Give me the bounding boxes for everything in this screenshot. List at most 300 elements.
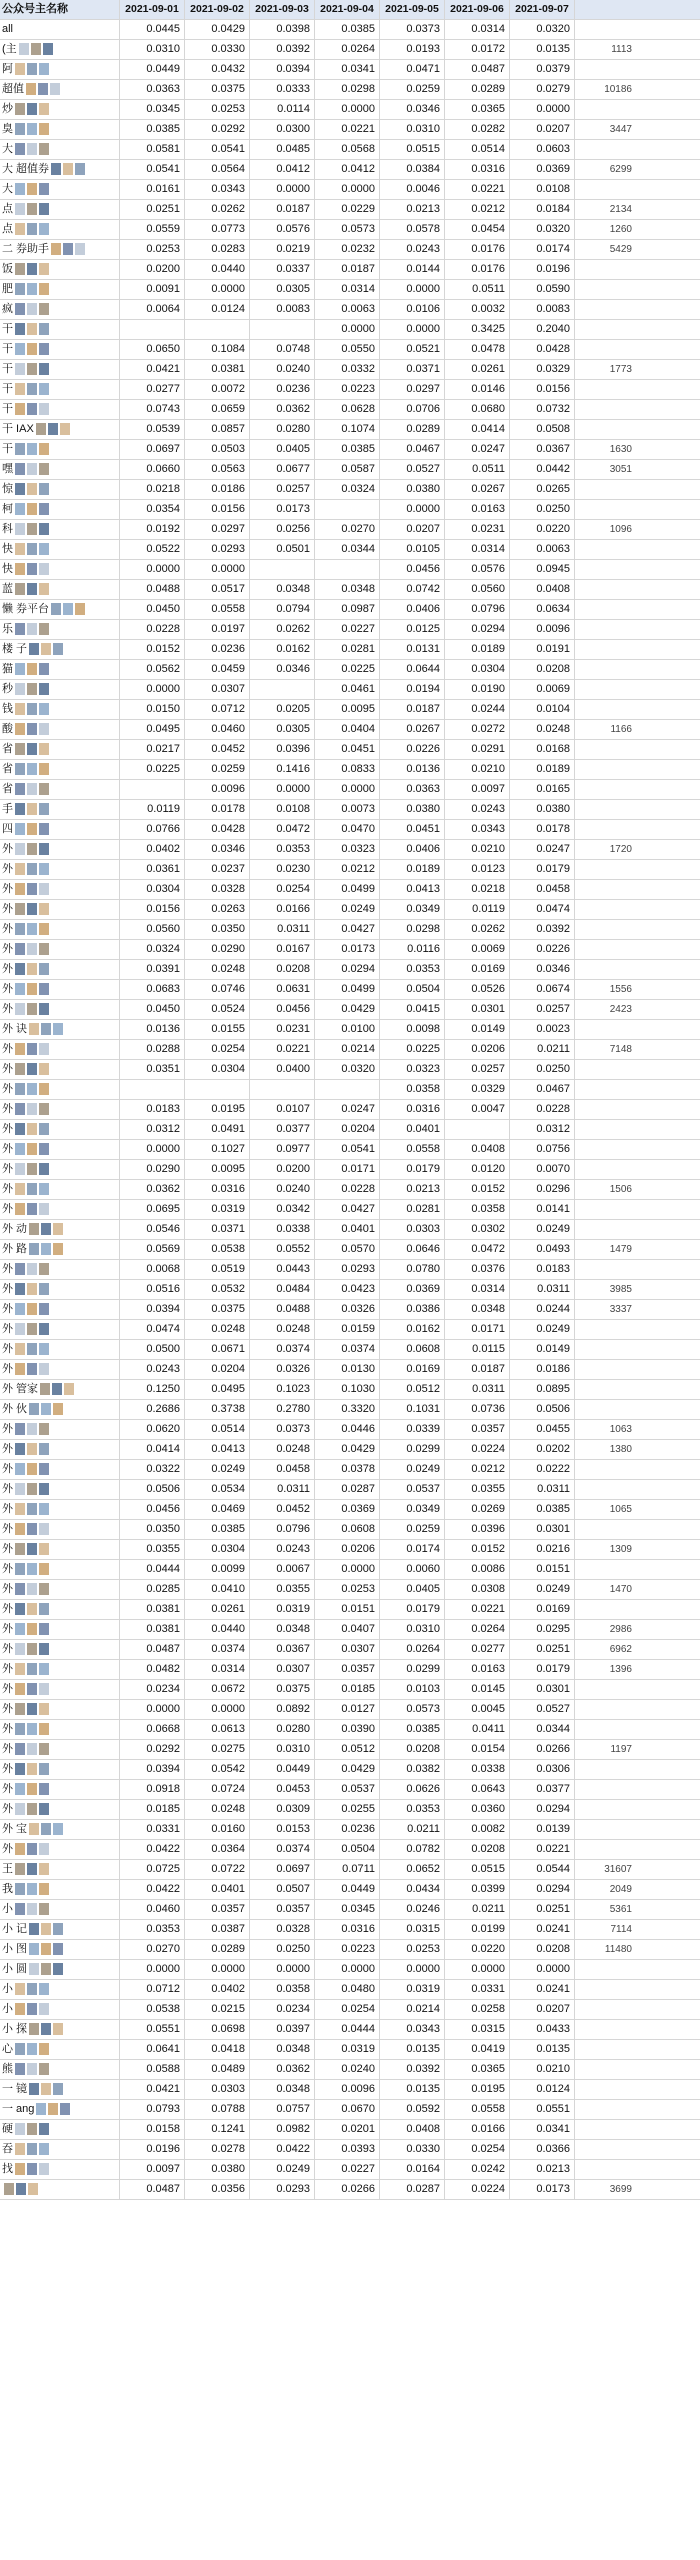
- value-cell[interactable]: 0.0305: [250, 720, 315, 739]
- value-cell[interactable]: 0.0289: [380, 420, 445, 439]
- value-cell[interactable]: 0.0387: [185, 1920, 250, 1939]
- account-name-cell[interactable]: [0, 380, 120, 399]
- value-cell[interactable]: 0.0190: [445, 680, 510, 699]
- value-cell[interactable]: 0.0179: [510, 1660, 575, 1679]
- value-cell[interactable]: 0.0167: [250, 940, 315, 959]
- value-cell[interactable]: 0.0434: [380, 1880, 445, 1899]
- value-cell[interactable]: 0.0568: [315, 140, 380, 159]
- extra-cell[interactable]: 1556: [609, 984, 632, 995]
- value-cell[interactable]: 0.0086: [445, 1560, 510, 1579]
- value-cell[interactable]: 0.0495: [185, 1380, 250, 1399]
- account-name-cell[interactable]: [0, 1360, 120, 1379]
- extra-cell[interactable]: [575, 340, 635, 359]
- value-cell[interactable]: 0.0311: [250, 1480, 315, 1499]
- value-cell[interactable]: 0.0000: [445, 1960, 510, 1979]
- account-name-cell[interactable]: [0, 1140, 120, 1159]
- value-cell[interactable]: 0.0253: [120, 240, 185, 259]
- value-cell[interactable]: 0.0000: [380, 1960, 445, 1979]
- account-name-cell[interactable]: [0, 920, 120, 939]
- value-cell[interactable]: 0.0185: [315, 1680, 380, 1699]
- value-cell[interactable]: 0.0199: [445, 1920, 510, 1939]
- value-cell[interactable]: 0.0254: [315, 2000, 380, 2019]
- value-cell[interactable]: 0.0524: [185, 1000, 250, 1019]
- account-name-cell[interactable]: [0, 1020, 120, 1039]
- value-cell[interactable]: 0.0000: [315, 780, 380, 799]
- value-cell[interactable]: 0.0310: [380, 120, 445, 139]
- value-cell[interactable]: 0.0538: [120, 2000, 185, 2019]
- value-cell[interactable]: 0.0311: [510, 1280, 575, 1299]
- value-cell[interactable]: 0.0224: [445, 2180, 510, 2199]
- value-cell[interactable]: 0.0291: [445, 740, 510, 759]
- value-cell[interactable]: 0.0212: [445, 200, 510, 219]
- value-cell[interactable]: 0.0266: [315, 2180, 380, 2199]
- value-cell[interactable]: 0.0223: [315, 380, 380, 399]
- value-cell[interactable]: 0.0195: [445, 2080, 510, 2099]
- value-cell[interactable]: 0.0316: [315, 1920, 380, 1939]
- extra-cell[interactable]: 3699: [609, 2184, 632, 2195]
- value-cell[interactable]: 0.0587: [315, 460, 380, 479]
- value-cell[interactable]: 0.0560: [445, 580, 510, 599]
- value-cell[interactable]: 0.0144: [380, 260, 445, 279]
- extra-cell[interactable]: 1630: [609, 444, 632, 455]
- value-cell[interactable]: 0.0293: [185, 540, 250, 559]
- value-cell[interactable]: 0.0124: [510, 2080, 575, 2099]
- value-cell[interactable]: 0.0511: [445, 280, 510, 299]
- value-cell[interactable]: 0.0172: [445, 40, 510, 59]
- value-cell[interactable]: 0.0210: [510, 2060, 575, 2079]
- value-cell[interactable]: 0.0414: [445, 420, 510, 439]
- value-cell[interactable]: 0.0422: [120, 1840, 185, 1859]
- value-cell[interactable]: [315, 1080, 380, 1099]
- value-cell[interactable]: 0.0251: [510, 1900, 575, 1919]
- account-name-cell[interactable]: [0, 2000, 120, 2019]
- value-cell[interactable]: 0.0455: [510, 1420, 575, 1439]
- value-cell[interactable]: 0.0254: [185, 1040, 250, 1059]
- value-cell[interactable]: 0.0082: [445, 1820, 510, 1839]
- extra-cell[interactable]: [575, 280, 635, 299]
- value-cell[interactable]: 0.0357: [445, 1420, 510, 1439]
- value-cell[interactable]: 0.0208: [510, 1940, 575, 1959]
- value-cell[interactable]: 0.0289: [445, 80, 510, 99]
- account-name-cell[interactable]: [0, 1040, 120, 1059]
- extra-cell[interactable]: [575, 1460, 635, 1479]
- extra-cell[interactable]: [575, 1960, 635, 1979]
- value-cell[interactable]: 0.0131: [380, 640, 445, 659]
- extra-cell[interactable]: 11480: [604, 1944, 632, 1955]
- value-cell[interactable]: 0.0537: [315, 1780, 380, 1799]
- value-cell[interactable]: 0.0202: [510, 1440, 575, 1459]
- value-cell[interactable]: 0.0482: [120, 1660, 185, 1679]
- value-cell[interactable]: 0.0422: [250, 2140, 315, 2159]
- value-cell[interactable]: 0.0261: [185, 1600, 250, 1619]
- extra-cell[interactable]: [575, 320, 635, 339]
- account-name-cell[interactable]: [0, 1740, 120, 1759]
- value-cell[interactable]: 0.0152: [120, 640, 185, 659]
- value-cell[interactable]: 0.0304: [445, 660, 510, 679]
- value-cell[interactable]: 0.0401: [315, 1220, 380, 1239]
- value-cell[interactable]: 0.0264: [380, 1640, 445, 1659]
- extra-cell[interactable]: 1380: [609, 1444, 632, 1455]
- value-cell[interactable]: 0.0207: [510, 2000, 575, 2019]
- value-cell[interactable]: 0.0613: [185, 1720, 250, 1739]
- value-cell[interactable]: 0.0796: [445, 600, 510, 619]
- extra-cell[interactable]: 1113: [611, 44, 632, 55]
- value-cell[interactable]: 0.0527: [510, 1700, 575, 1719]
- value-cell[interactable]: 0.0674: [510, 980, 575, 999]
- value-cell[interactable]: 0.0178: [510, 820, 575, 839]
- value-cell[interactable]: 0.0558: [380, 1140, 445, 1159]
- value-cell[interactable]: 0.0166: [445, 2120, 510, 2139]
- value-cell[interactable]: 0.0304: [185, 1060, 250, 1079]
- value-cell[interactable]: 0.0449: [120, 60, 185, 79]
- extra-cell[interactable]: 1773: [609, 364, 632, 375]
- value-cell[interactable]: 0.0221: [445, 180, 510, 199]
- value-cell[interactable]: 0.0208: [445, 1840, 510, 1859]
- value-cell[interactable]: 0.0796: [250, 1520, 315, 1539]
- value-cell[interactable]: 0.0467: [380, 440, 445, 459]
- extra-cell[interactable]: [575, 760, 635, 779]
- extra-cell[interactable]: 6962: [609, 1644, 632, 1655]
- value-cell[interactable]: 0.0244: [445, 700, 510, 719]
- value-cell[interactable]: 0.0382: [380, 1760, 445, 1779]
- account-name-cell[interactable]: [0, 1540, 120, 1559]
- value-cell[interactable]: 0.0243: [120, 1360, 185, 1379]
- value-cell[interactable]: 0.0381: [120, 1600, 185, 1619]
- value-cell[interactable]: 0.0293: [250, 2180, 315, 2199]
- value-cell[interactable]: 0.0186: [510, 1360, 575, 1379]
- value-cell[interactable]: 0.0345: [315, 1900, 380, 1919]
- value-cell[interactable]: 0.0488: [120, 580, 185, 599]
- value-cell[interactable]: 0.0251: [510, 1640, 575, 1659]
- value-cell[interactable]: 0.0108: [250, 800, 315, 819]
- value-cell[interactable]: 0.0977: [250, 1140, 315, 1159]
- value-cell[interactable]: 0.0385: [510, 1500, 575, 1519]
- value-cell[interactable]: 0.0514: [445, 140, 510, 159]
- value-cell[interactable]: 0.0419: [445, 2040, 510, 2059]
- value-cell[interactable]: 0.0413: [380, 880, 445, 899]
- value-cell[interactable]: 0.0220: [445, 1940, 510, 1959]
- account-name-cell[interactable]: [0, 1440, 120, 1459]
- value-cell[interactable]: 0.0000: [120, 680, 185, 699]
- value-cell[interactable]: 0.0063: [510, 540, 575, 559]
- value-cell[interactable]: 0.0301: [510, 1520, 575, 1539]
- account-name-cell[interactable]: [0, 1300, 120, 1319]
- value-cell[interactable]: 0.0200: [120, 260, 185, 279]
- extra-cell[interactable]: [575, 2120, 635, 2139]
- account-name-cell[interactable]: [0, 1220, 120, 1239]
- value-cell[interactable]: 0.0264: [445, 1620, 510, 1639]
- value-cell[interactable]: 0.0249: [510, 1580, 575, 1599]
- value-cell[interactable]: 0.0119: [445, 900, 510, 919]
- value-cell[interactable]: 0.0197: [185, 620, 250, 639]
- value-cell[interactable]: 0.0299: [380, 1440, 445, 1459]
- account-name-cell[interactable]: [0, 880, 120, 899]
- value-cell[interactable]: 0.0551: [510, 2100, 575, 2119]
- value-cell[interactable]: 0.0641: [120, 2040, 185, 2059]
- value-cell[interactable]: 0.0365: [445, 2060, 510, 2079]
- account-name-cell[interactable]: [0, 800, 120, 819]
- value-cell[interactable]: 0.0163: [445, 500, 510, 519]
- value-cell[interactable]: 0.3738: [185, 1400, 250, 1419]
- value-cell[interactable]: 0.0156: [510, 380, 575, 399]
- value-cell[interactable]: 0.0756: [510, 1140, 575, 1159]
- value-cell[interactable]: 0.0174: [380, 1540, 445, 1559]
- account-name-cell[interactable]: [0, 420, 120, 439]
- value-cell[interactable]: 0.0506: [510, 1400, 575, 1419]
- account-name-cell[interactable]: [0, 600, 120, 619]
- value-cell[interactable]: 0.0000: [185, 1960, 250, 1979]
- value-cell[interactable]: 0.0072: [185, 380, 250, 399]
- extra-cell[interactable]: [575, 20, 635, 39]
- extra-cell[interactable]: [575, 1560, 635, 1579]
- value-cell[interactable]: 0.0542: [185, 1760, 250, 1779]
- value-cell[interactable]: 0.0243: [380, 240, 445, 259]
- value-cell[interactable]: 0.0249: [510, 1320, 575, 1339]
- value-cell[interactable]: 0.0292: [120, 1740, 185, 1759]
- value-cell[interactable]: 0.0311: [250, 920, 315, 939]
- extra-cell[interactable]: [575, 1080, 635, 1099]
- value-cell[interactable]: 0.0319: [380, 1980, 445, 1999]
- value-cell[interactable]: 0.0123: [445, 860, 510, 879]
- value-cell[interactable]: [120, 780, 185, 799]
- account-name-cell[interactable]: [0, 1000, 120, 1019]
- value-cell[interactable]: 0.0377: [250, 1120, 315, 1139]
- extra-cell[interactable]: [575, 1200, 635, 1219]
- value-cell[interactable]: 0.0310: [380, 1620, 445, 1639]
- value-cell[interactable]: 0.0677: [250, 460, 315, 479]
- value-cell[interactable]: 0.0588: [120, 2060, 185, 2079]
- value-cell[interactable]: 0.0152: [445, 1180, 510, 1199]
- account-name-cell[interactable]: [0, 200, 120, 219]
- value-cell[interactable]: 0.0331: [120, 1820, 185, 1839]
- value-cell[interactable]: 0.0064: [120, 300, 185, 319]
- extra-cell[interactable]: [575, 2140, 635, 2159]
- account-name-cell[interactable]: [0, 700, 120, 719]
- account-name-cell[interactable]: [0, 660, 120, 679]
- value-cell[interactable]: 0.1030: [315, 1380, 380, 1399]
- value-cell[interactable]: 0.0294: [510, 1880, 575, 1899]
- value-cell[interactable]: 0.0098: [380, 1020, 445, 1039]
- value-cell[interactable]: 0.0211: [510, 1040, 575, 1059]
- value-cell[interactable]: 0.0151: [510, 1560, 575, 1579]
- value-cell[interactable]: [250, 1080, 315, 1099]
- value-cell[interactable]: 0.0757: [250, 2100, 315, 2119]
- value-cell[interactable]: 0.0060: [380, 1560, 445, 1579]
- value-cell[interactable]: 0.0711: [315, 1860, 380, 1879]
- account-name-cell[interactable]: [0, 160, 120, 179]
- value-cell[interactable]: 0.0508: [510, 420, 575, 439]
- value-cell[interactable]: 0.0189: [510, 760, 575, 779]
- account-name-cell[interactable]: [0, 1060, 120, 1079]
- value-cell[interactable]: 0.1074: [315, 420, 380, 439]
- extra-cell[interactable]: 1197: [610, 1744, 632, 1755]
- value-cell[interactable]: 0.0221: [250, 1040, 315, 1059]
- value-cell[interactable]: 0.0096: [315, 2080, 380, 2099]
- value-cell[interactable]: 0.0793: [120, 2100, 185, 2119]
- value-cell[interactable]: 0.1416: [250, 760, 315, 779]
- value-cell[interactable]: 0.0220: [510, 520, 575, 539]
- value-cell[interactable]: 0.0196: [120, 2140, 185, 2159]
- account-name-cell[interactable]: [0, 980, 120, 999]
- value-cell[interactable]: 0.0324: [120, 940, 185, 959]
- value-cell[interactable]: 0.0348: [445, 1300, 510, 1319]
- value-cell[interactable]: 0.0569: [120, 1240, 185, 1259]
- value-cell[interactable]: 0.0000: [120, 1960, 185, 1979]
- extra-cell[interactable]: 3985: [609, 1284, 632, 1295]
- value-cell[interactable]: 0.0250: [250, 1940, 315, 1959]
- value-cell[interactable]: 0.0097: [120, 2160, 185, 2179]
- value-cell[interactable]: 0.0248: [185, 960, 250, 979]
- value-cell[interactable]: 0.0338: [445, 1760, 510, 1779]
- value-cell[interactable]: 0.0314: [445, 20, 510, 39]
- value-cell[interactable]: 0.0449: [250, 1760, 315, 1779]
- value-cell[interactable]: 0.0470: [315, 820, 380, 839]
- account-name-cell[interactable]: [0, 820, 120, 839]
- value-cell[interactable]: 0.0281: [315, 640, 380, 659]
- value-cell[interactable]: 0.0106: [380, 300, 445, 319]
- value-cell[interactable]: 0.0412: [250, 160, 315, 179]
- value-cell[interactable]: 0.0298: [315, 80, 380, 99]
- value-cell[interactable]: 0.0275: [185, 1740, 250, 1759]
- value-cell[interactable]: 0.0083: [250, 300, 315, 319]
- account-name-cell[interactable]: [0, 1560, 120, 1579]
- value-cell[interactable]: 0.0247: [445, 440, 510, 459]
- account-name-cell[interactable]: [0, 2180, 120, 2199]
- value-cell[interactable]: 0.0225: [380, 1040, 445, 1059]
- value-cell[interactable]: 0.0069: [445, 940, 510, 959]
- header-name-col[interactable]: 公众号主名称: [0, 0, 120, 19]
- value-cell[interactable]: 0.0369: [315, 1500, 380, 1519]
- value-cell[interactable]: [185, 1080, 250, 1099]
- value-cell[interactable]: 0.0427: [315, 1200, 380, 1219]
- value-cell[interactable]: 0.0562: [120, 660, 185, 679]
- value-cell[interactable]: [315, 560, 380, 579]
- value-cell[interactable]: 0.0794: [250, 600, 315, 619]
- value-cell[interactable]: 0.0234: [250, 2000, 315, 2019]
- value-cell[interactable]: 0.0380: [510, 800, 575, 819]
- value-cell[interactable]: 0.0343: [380, 2020, 445, 2039]
- value-cell[interactable]: 0.0173: [510, 2180, 575, 2199]
- value-cell[interactable]: 0.0307: [185, 680, 250, 699]
- value-cell[interactable]: 0.0429: [185, 20, 250, 39]
- value-cell[interactable]: 0.0213: [380, 1180, 445, 1199]
- account-name-cell[interactable]: [0, 360, 120, 379]
- extra-cell[interactable]: [575, 960, 635, 979]
- value-cell[interactable]: 0.0385: [315, 440, 380, 459]
- value-cell[interactable]: 0.0385: [120, 120, 185, 139]
- value-cell[interactable]: 0.0493: [510, 1240, 575, 1259]
- value-cell[interactable]: 0.0620: [120, 1420, 185, 1439]
- value-cell[interactable]: 0.0400: [250, 1060, 315, 1079]
- value-cell[interactable]: 0.0360: [445, 1800, 510, 1819]
- value-cell[interactable]: 0.0223: [315, 1940, 380, 1959]
- value-cell[interactable]: 0.0404: [315, 720, 380, 739]
- account-name-cell[interactable]: [0, 780, 120, 799]
- value-cell[interactable]: 0.0659: [185, 400, 250, 419]
- extra-cell[interactable]: 1309: [609, 1544, 632, 1555]
- value-cell[interactable]: 0.0215: [185, 2000, 250, 2019]
- account-name-cell[interactable]: [0, 640, 120, 659]
- value-cell[interactable]: 0.0191: [510, 640, 575, 659]
- value-cell[interactable]: 0.0210: [445, 840, 510, 859]
- value-cell[interactable]: 0.0697: [120, 440, 185, 459]
- value-cell[interactable]: 0.0732: [510, 400, 575, 419]
- value-cell[interactable]: 0.0364: [185, 1840, 250, 1859]
- value-cell[interactable]: 0.0558: [445, 2100, 510, 2119]
- value-cell[interactable]: 0.0304: [120, 880, 185, 899]
- value-cell[interactable]: 0.0262: [250, 620, 315, 639]
- value-cell[interactable]: 0.0214: [315, 1040, 380, 1059]
- value-cell[interactable]: 0.0982: [250, 2120, 315, 2139]
- value-cell[interactable]: 0.0746: [185, 980, 250, 999]
- value-cell[interactable]: 0.0285: [120, 1580, 185, 1599]
- value-cell[interactable]: 0.0309: [250, 1800, 315, 1819]
- value-cell[interactable]: 0.0145: [445, 1680, 510, 1699]
- value-cell[interactable]: 0.0374: [315, 1340, 380, 1359]
- value-cell[interactable]: 0.0187: [445, 1360, 510, 1379]
- value-cell[interactable]: 0.0452: [250, 1500, 315, 1519]
- value-cell[interactable]: 0.0358: [250, 1980, 315, 1999]
- value-cell[interactable]: 0.0521: [380, 340, 445, 359]
- account-name-cell[interactable]: [0, 1720, 120, 1739]
- value-cell[interactable]: 0.0385: [185, 1520, 250, 1539]
- extra-cell[interactable]: 2134: [609, 204, 632, 215]
- extra-cell[interactable]: [575, 260, 635, 279]
- value-cell[interactable]: 0.0338: [250, 1220, 315, 1239]
- value-cell[interactable]: 0.0173: [315, 940, 380, 959]
- value-cell[interactable]: 0.0230: [250, 860, 315, 879]
- value-cell[interactable]: 0.0183: [120, 1100, 185, 1119]
- value-cell[interactable]: 0.0242: [445, 2160, 510, 2179]
- value-cell[interactable]: 0.0226: [510, 940, 575, 959]
- value-cell[interactable]: 0.0652: [380, 1860, 445, 1879]
- extra-cell[interactable]: [575, 420, 635, 439]
- value-cell[interactable]: 0.0541: [315, 1140, 380, 1159]
- value-cell[interactable]: 0.0218: [120, 480, 185, 499]
- value-cell[interactable]: 0.0249: [380, 1460, 445, 1479]
- value-cell[interactable]: 0.0348: [250, 2040, 315, 2059]
- value-cell[interactable]: 0.0263: [185, 900, 250, 919]
- value-cell[interactable]: 0.0485: [250, 140, 315, 159]
- value-cell[interactable]: 0.0356: [185, 2180, 250, 2199]
- value-cell[interactable]: 0.0394: [120, 1760, 185, 1779]
- value-cell[interactable]: 0.0459: [185, 660, 250, 679]
- value-cell[interactable]: 0.0552: [250, 1240, 315, 1259]
- value-cell[interactable]: 0.0503: [185, 440, 250, 459]
- value-cell[interactable]: 0.0096: [510, 620, 575, 639]
- value-cell[interactable]: 0.0406: [380, 600, 445, 619]
- value-cell[interactable]: 0.0105: [380, 540, 445, 559]
- value-cell[interactable]: 0.0363: [380, 780, 445, 799]
- value-cell[interactable]: 0.0342: [250, 1200, 315, 1219]
- value-cell[interactable]: 0.2040: [510, 320, 575, 339]
- value-cell[interactable]: 0.0107: [250, 1100, 315, 1119]
- account-name-cell[interactable]: [0, 440, 120, 459]
- value-cell[interactable]: 0.0179: [510, 860, 575, 879]
- extra-cell[interactable]: [575, 1980, 635, 1999]
- value-cell[interactable]: 0.0408: [510, 580, 575, 599]
- value-cell[interactable]: 0.0353: [380, 960, 445, 979]
- value-cell[interactable]: 0.0130: [315, 1360, 380, 1379]
- value-cell[interactable]: 0.0385: [380, 1720, 445, 1739]
- extra-cell[interactable]: 1166: [610, 724, 632, 735]
- value-cell[interactable]: 0.0095: [185, 1160, 250, 1179]
- value-cell[interactable]: 0.0631: [250, 980, 315, 999]
- value-cell[interactable]: 0.0294: [315, 960, 380, 979]
- value-cell[interactable]: 0.0265: [510, 480, 575, 499]
- header-date-0903[interactable]: 2021-09-03: [250, 0, 315, 19]
- value-cell[interactable]: 0.0070: [510, 1160, 575, 1179]
